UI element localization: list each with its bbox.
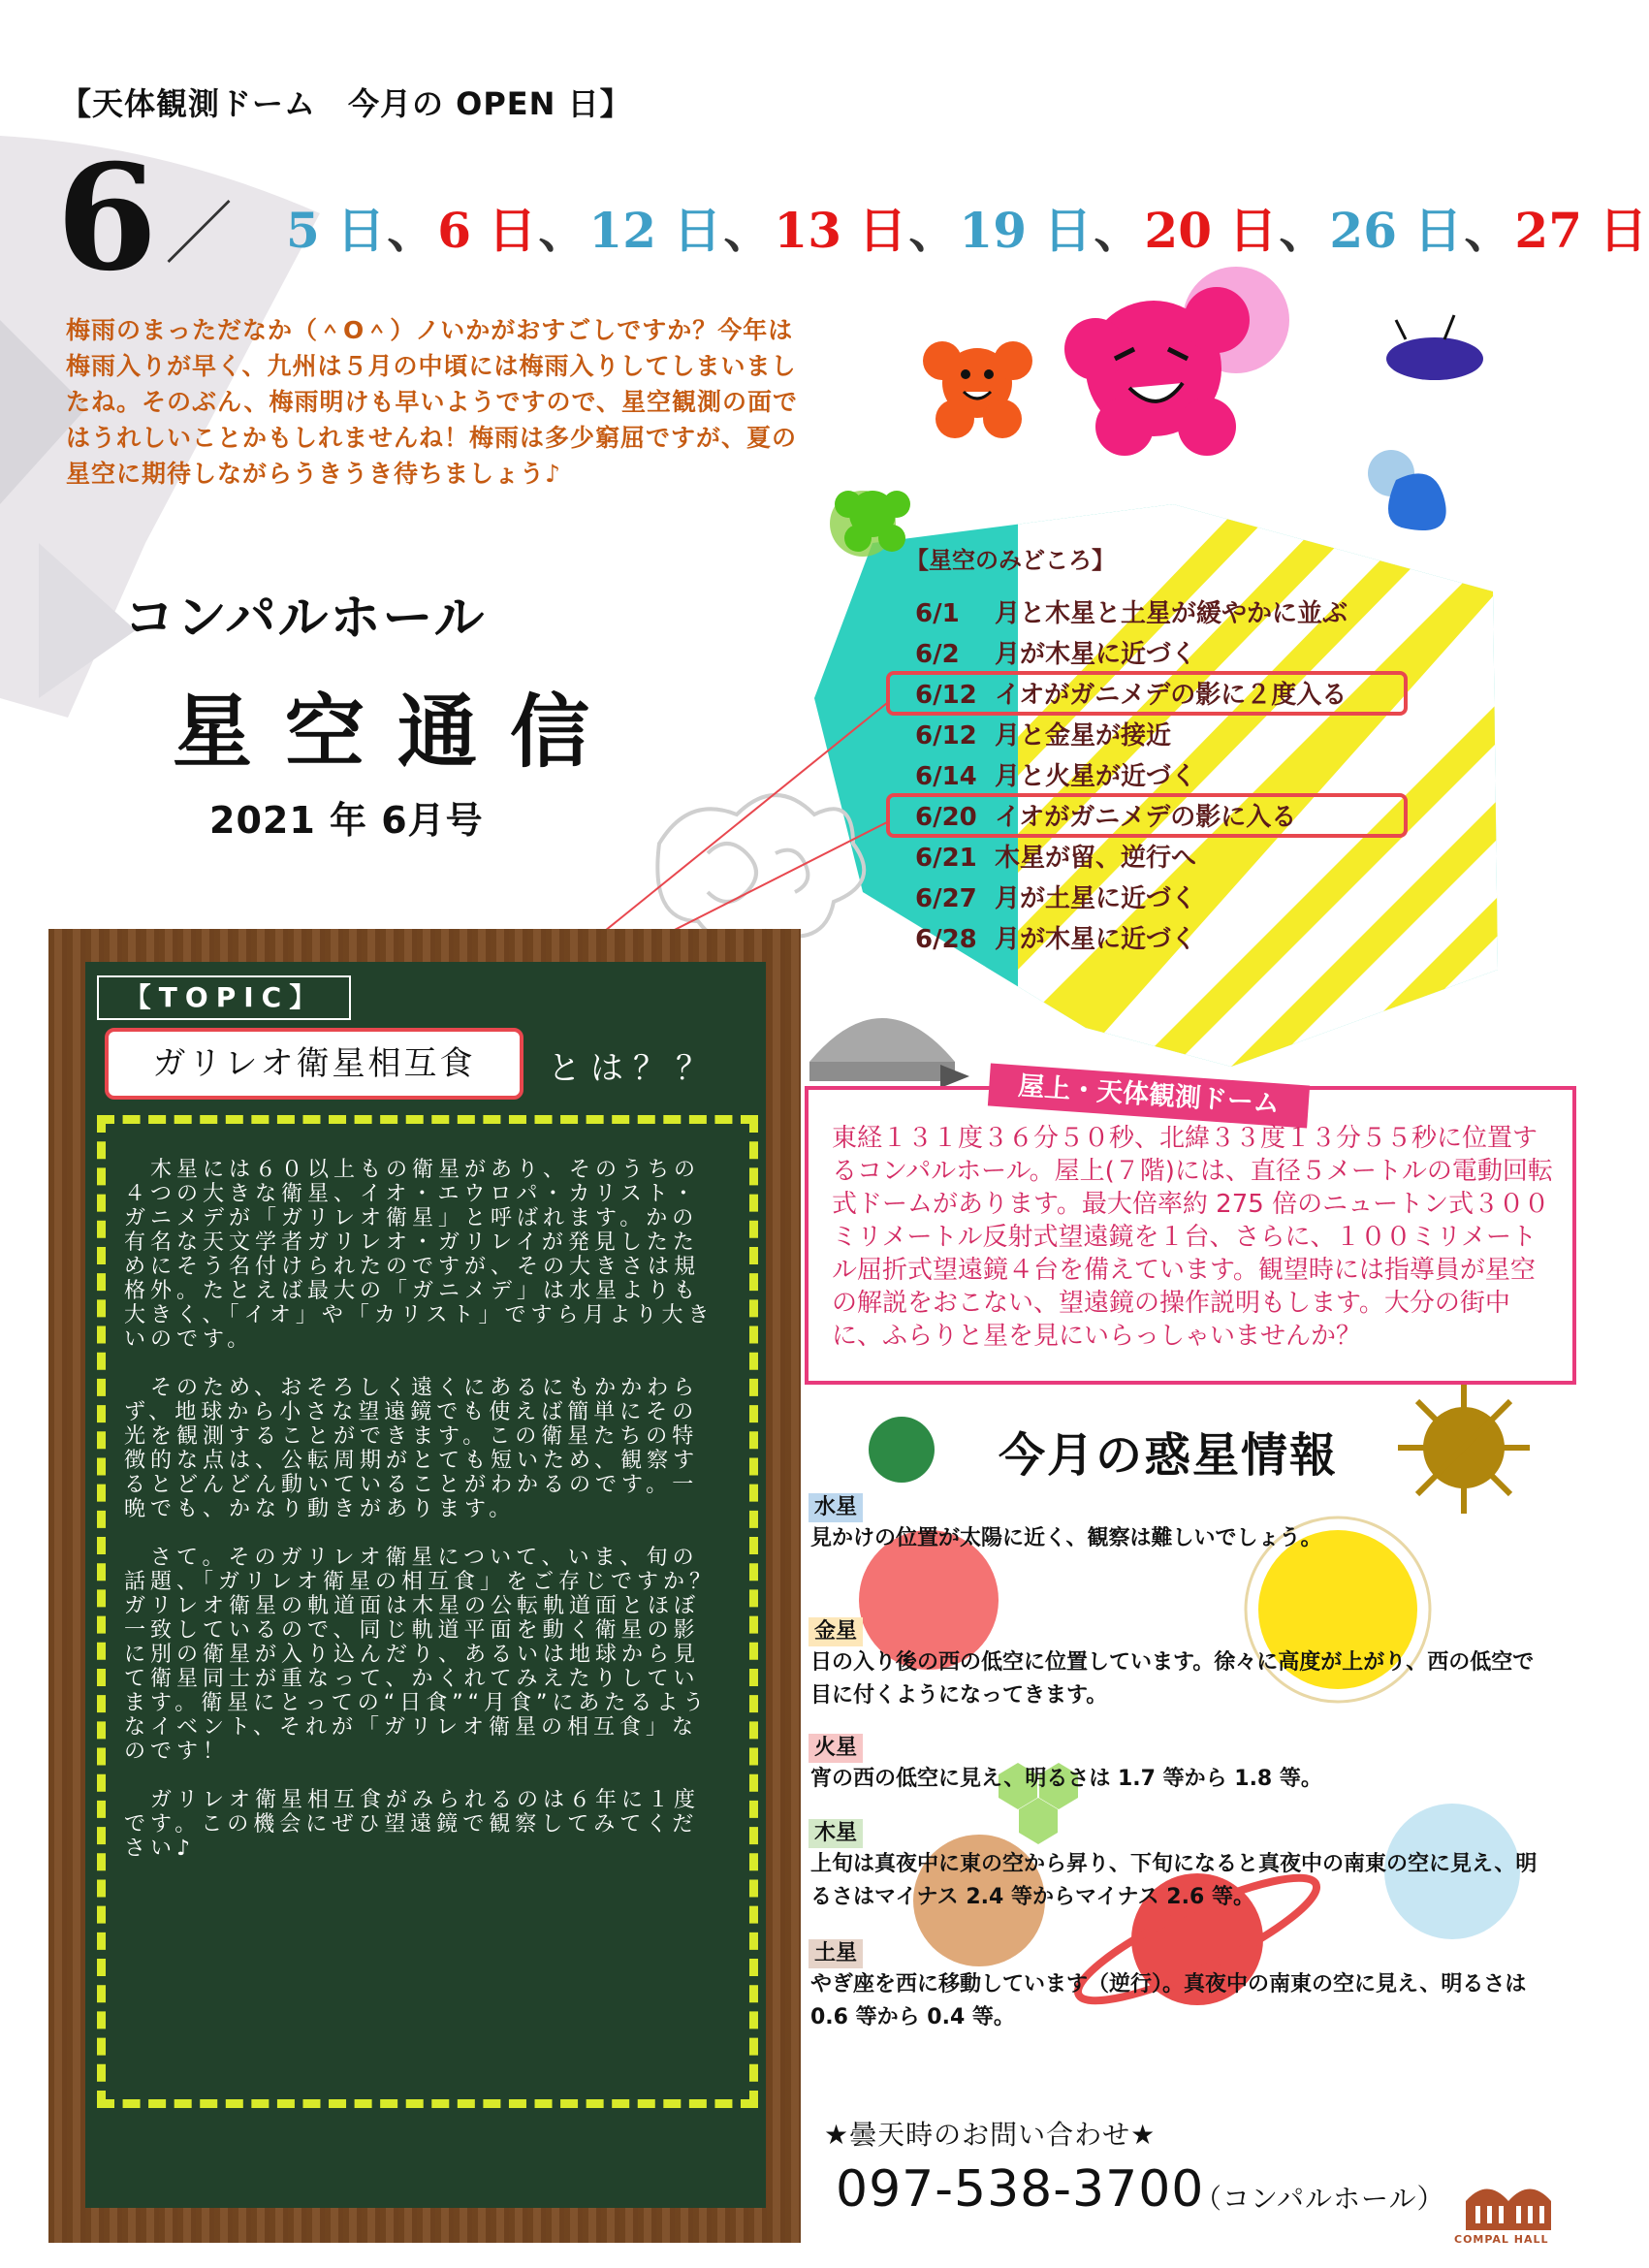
day-separator: 、 (387, 202, 436, 259)
highlight-date: 6/21 (915, 844, 977, 873)
planets-heading: 今月の惑星情報 (999, 1428, 1339, 1483)
highlight-date: 6/12 (915, 681, 977, 710)
swirl-cloud (657, 795, 864, 943)
planet-name-tag: 金星 (809, 1617, 863, 1646)
highlight-text: 月と火星が近づく (995, 762, 1197, 791)
planet-name-tag: 火星 (809, 1734, 863, 1763)
open-day: 13 日 (774, 202, 907, 259)
planet-description: 日の入り後の西の低空に位置しています。徐々に高度が上がり、西の低空で目に付くようになってきます。 (810, 1650, 1535, 1708)
highlight-text: 月が木星に近づく (995, 925, 1197, 954)
planet-name-tag: 水星 (809, 1493, 863, 1522)
day-separator: 、 (1464, 202, 1513, 259)
highlight-item (915, 593, 1419, 634)
topic-question-suffix: とは？？ (548, 1049, 718, 1088)
day-separator: 、 (908, 202, 958, 259)
newsletter-title: 星空通信 (173, 687, 623, 779)
open-day: 5 日 (286, 202, 386, 259)
highlight-item (915, 756, 1419, 797)
highlight-item (915, 716, 1419, 756)
open-day: 12 日 (588, 202, 722, 259)
highlight-text: イオがガニメデの影に入る (995, 803, 1297, 832)
month-number: 6 (56, 133, 158, 303)
topic-tag: 【TOPIC】 (97, 975, 351, 1020)
open-days-label: 【天体観測ドーム 今月の OPEN 日】 (60, 85, 632, 122)
orange-star-character (923, 341, 1032, 438)
highlight-date: 6/28 (915, 925, 977, 954)
open-day: 27 日 (1514, 202, 1648, 259)
hall-name: コンパルホール (124, 590, 487, 648)
highlight-date: 6/27 (915, 884, 977, 913)
issue-date: 2021 年 6月号 (209, 799, 484, 842)
highlight-box (886, 793, 1408, 838)
compal-hall-logo (1466, 2189, 1551, 2231)
highlight-item (915, 919, 1419, 960)
open-days-list (286, 192, 1649, 262)
contact-org: （コンパルホール） (1194, 2183, 1445, 2215)
highlight-text: 月が土星に近づく (995, 884, 1197, 913)
logo-text: COMPAL HALL (1454, 2233, 1549, 2246)
highlight-box (886, 671, 1408, 716)
day-separator: 、 (538, 202, 587, 259)
highlight-text: イオがガニメデの影に２度入る (995, 681, 1348, 710)
topic-question: ガリレオ衛星相互食 (105, 1028, 523, 1100)
planet-name-tag: 土星 (809, 1939, 863, 1968)
highlights-heading: 【星空のみどころ】 (905, 547, 1115, 574)
purple-bug-character (1386, 315, 1483, 380)
highlight-text: 月と金星が接近 (995, 721, 1172, 751)
topic-body: 木星には６０以上もの衛星があり、そのうちの４つの大きな衛星、イオ・エウロパ・カリスト・ガニメデが「ガリレオ衛星」と呼ばれます。かの有名な天文学者ガリレオ・ガリレイが発見したためにそう名付けられたのですが、その大きさは規格外。たとえば最大の「ガニメデ」は水星よりも大きく、「イオ」や「カリスト」ですら月より大きいのです。 そのため、おそろしく遠くにあるにもかかわらず、地球から小さな望遠鏡でも使えば簡単にその光を観測することができます。この衛星たちの特徴的な点は、公転周期がとても短いため、観察するとどんどん動いていることがわかるのです。一晩でも、かなり動きがあります。 さて。そのガリレオ衛星について、いま、旬の話題、「ガリレオ衛星の相互食」をご存じですか？ガリレオ衛星の軌道面は木星の公転軌道面とほぼ一致しているので、同じ軌道平面を動く衛星の影に別の衛星が入り込んだり、あるいは地球から見て衛星同士が重なって、かくれてみえたりしています。衛星にとっての“日食”“月食”にあたるようなイベント、それが「ガリレオ衛星の相互食」なのです！ ガリレオ衛星相互食がみられるのは６年に１度です。この機会にぜひ望遠鏡で観察してみてください♪ (124, 1158, 716, 1861)
day-separator: 、 (1279, 202, 1328, 259)
highlight-item (915, 797, 1419, 838)
planet-description: 上旬は真夜中に東の空から昇り、下旬になると真夜中の南東の空に見え、明るさはマイナス 2.4 等からマイナス 2.6 等。 (810, 1852, 1538, 1909)
planet-description: 見かけの位置が太陽に近く、観察は難しいでしょう。 (810, 1526, 1322, 1550)
highlight-item (915, 838, 1419, 878)
blue-blob-character (1368, 450, 1446, 530)
intro-paragraph: 梅雨のまっただなか（＾O＾）ノいかがおすごしですか？今年は梅雨入りが早く、九州は５月の中頃には梅雨入りしてしまいましたね。そのぶん、梅雨明けも早いようですので、星空観測の面ではうれしいことかもしれませんね！梅雨は多少窮屈ですが、夏の星空に期待しながらうきうき待ちましょう♪ (66, 316, 799, 488)
highlight-date: 6/2 (915, 640, 960, 669)
contact-heading: ★曇天時のお問い合わせ★ (824, 2119, 1157, 2151)
highlight-date: 6/1 (915, 599, 960, 628)
highlights-list (915, 593, 1419, 960)
highlight-text: 木星が留、逆行へ (995, 844, 1197, 873)
dome-description: 東経１３１度３６分５０秒、北緯３３度１３分５５秒に位置するコンパルホール。屋上(７階)には、直径５メートルの電動回転式ドームがあります。最大倍率約 275 倍のニュートン式３００ミリメートル反射式望遠鏡を１台、さらに、１００ミリメートル屈折式望遠鏡４台を備えています。観望時には指導員が星空の解説をおこない、望遠鏡の操作説明もします。大分の街中に、ふらりと星を見にいらっしゃいませんか？ (832, 1124, 1553, 1351)
pink-star-character (1064, 267, 1289, 456)
green-planet-image (869, 1417, 935, 1483)
highlight-item (915, 634, 1419, 675)
dome-banner: 屋上・天体観測ドーム (988, 1064, 1310, 1129)
observatory-dome-image (809, 1018, 969, 1088)
open-day: 20 日 (1144, 202, 1278, 259)
highlight-date: 6/14 (915, 762, 977, 791)
planet-name-tag: 木星 (809, 1819, 863, 1848)
planet-description: 宵の西の低空に見え、明るさは 1.7 等から 1.8 等。 (810, 1767, 1322, 1791)
highlight-item (915, 878, 1419, 919)
contact-phone[interactable]: 097-538-3700 (836, 2160, 1205, 2219)
highlight-text: 月と木星と土星が緩やかに並ぶ (995, 599, 1348, 628)
open-day: 26 日 (1329, 202, 1463, 259)
sun-image (1398, 1382, 1530, 1514)
month-slash: ／ (165, 194, 233, 273)
open-day: 19 日 (959, 202, 1093, 259)
highlight-date: 6/20 (915, 803, 977, 832)
day-separator: 、 (1094, 202, 1143, 259)
highlight-date: 6/12 (915, 721, 977, 751)
highlight-item (915, 675, 1419, 716)
planet-description: やぎ座を西に移動しています（逆行）。真夜中の南東の空に見え、明るさは 0.6 等から 0.4 等。 (810, 1972, 1527, 2029)
green-star-character (830, 491, 910, 557)
open-day: 6 日 (437, 202, 537, 259)
highlight-text: 月が木星に近づく (995, 640, 1197, 669)
day-separator: 、 (723, 202, 773, 259)
